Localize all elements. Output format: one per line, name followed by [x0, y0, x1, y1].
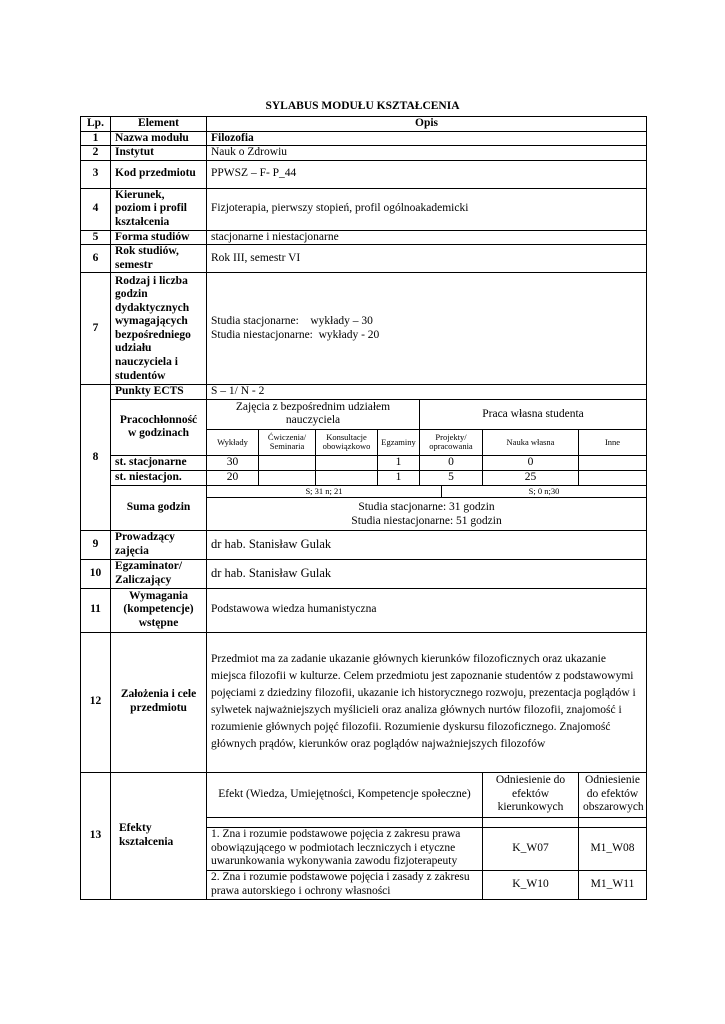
- hours-stationary: Studia stacjonarne: wykłady – 30: [211, 315, 373, 328]
- row-label: Kod przedmiotu: [111, 160, 207, 188]
- row-number: 9: [81, 530, 111, 559]
- row-8-sum: [81, 485, 647, 530]
- row-8-group-header: [81, 399, 647, 429]
- row-number: 8: [81, 385, 111, 530]
- row-10: [81, 559, 647, 588]
- effect-area: M1_W08: [579, 827, 647, 870]
- sum-nonstationary: Studia niestacjonarne: 51 godzin: [351, 515, 502, 527]
- row-1: [81, 131, 647, 146]
- row-number: 11: [81, 588, 111, 632]
- stationary-exercises: [259, 455, 316, 470]
- nonstationary-self-study: 25: [483, 470, 579, 485]
- row-number: 12: [81, 632, 111, 772]
- self-study-header: Praca własna studenta: [420, 399, 647, 429]
- row-4: [81, 188, 647, 230]
- effect-text: 1. Zna i rozumie podstawowe pojęcia z zakresu prawa obowiązującego w podmiotach leczniczych i etyczne uwarunkowania wykonywania zawodu fizjoterapeuty: [207, 827, 483, 870]
- examiner-value: dr hab. Stanisław Gulak: [207, 559, 647, 588]
- row-label: Rodzaj i liczba godzin dydaktycznych wymagających bezpośredniego udziału nauczyciela i studentów: [111, 273, 207, 385]
- row-label: Wymagania (kompetencje) wstępne: [111, 588, 207, 632]
- row-6: [81, 245, 647, 273]
- course-goals-value: Przedmiot ma za zadanie ukazanie głównych kierunków filozoficznych oraz ukazanie miejsca filozofii w kulturze. Celem przedmiotu jest zapoznanie studentów z podstawowymi pojęciami z dziedziny filozofii, ukazanie ich historycznego rozwoju, prezentacja poglądów i sylwetek najważniejszych myślicieli oraz analiza głównych nurtów filozofii, znajomość i rozumienie głównych pojęć filozofii. Rozumienie dyskursu filozoficznego. Znajomość głównych prądów, kierunków oraz poglądów najważniejszych filozofów: [207, 632, 647, 772]
- sum-label: Suma godzin: [111, 485, 207, 530]
- row-8-stationary: [81, 455, 647, 470]
- nonstationary-exams: 1: [378, 470, 420, 485]
- nonstationary-label: st. niestacjon.: [111, 470, 207, 485]
- ects-label: Punkty ECTS: [111, 385, 207, 400]
- row-number: 6: [81, 245, 111, 273]
- ects-value: S – 1/ N - 2: [207, 385, 647, 400]
- sum-self: S; 0 n;30: [528, 486, 560, 497]
- row-8-ects: [81, 385, 647, 400]
- row-label: Efekty kształcenia: [111, 772, 207, 899]
- col-other: Inne: [579, 429, 647, 455]
- row-label: Rok studiów, semestr: [111, 245, 207, 273]
- col-exams: Egzaminy: [378, 429, 420, 455]
- nonstationary-exercises: [259, 470, 316, 485]
- row-number: 1: [81, 131, 111, 146]
- row-label: Forma studiów: [111, 230, 207, 245]
- prerequisites-value: Podstawowa wiedza humanistyczna: [207, 588, 647, 632]
- row-label: Nazwa modułu: [111, 131, 207, 146]
- row-number: 5: [81, 230, 111, 245]
- effect-column-header: Efekt (Wiedza, Umiejętności, Kompetencje społeczne): [207, 772, 483, 817]
- row-2: [81, 146, 647, 161]
- row-13-header: [81, 772, 647, 817]
- stationary-self-study: 0: [483, 455, 579, 470]
- row-8-nonstationary: [81, 470, 647, 485]
- course-code-value: PPWSZ – F- P_44: [207, 160, 647, 188]
- stationary-lectures: 30: [207, 455, 259, 470]
- effect-directional: K_W07: [483, 827, 579, 870]
- module-name: Filozofia: [207, 131, 647, 146]
- sum-hours: [207, 485, 647, 530]
- col-projects: Projekty/ opracowania: [420, 429, 483, 455]
- stationary-consultations: [316, 455, 378, 470]
- year-semester-value: Rok III, semestr VI: [207, 245, 647, 273]
- stationary-projects: 0: [420, 455, 483, 470]
- col-exercises: Ćwiczenia/ Seminaria: [259, 429, 316, 455]
- row-number: 10: [81, 559, 111, 588]
- row-label: Prowadzący zajęcia: [111, 530, 207, 559]
- workload-label: Pracochłonność w godzinach: [111, 399, 207, 455]
- study-form-value: stacjonarne i niestacjonarne: [207, 230, 647, 245]
- header-opis: Opis: [207, 117, 647, 132]
- row-label: Założenia i cele przedmiotu: [111, 632, 207, 772]
- stationary-label: st. stacjonarne: [111, 455, 207, 470]
- contact-hours-header: Zajęcia z bezpośrednim udziałem nauczyciela: [207, 399, 420, 429]
- header-lp: Lp.: [81, 117, 111, 132]
- nonstationary-other: [579, 470, 647, 485]
- row-11: [81, 588, 647, 632]
- header-row: [81, 117, 647, 132]
- stationary-exams: 1: [378, 455, 420, 470]
- nonstationary-consultations: [316, 470, 378, 485]
- row-9: [81, 530, 647, 559]
- row-label: Egzaminator/ Zaliczający: [111, 559, 207, 588]
- row-label: Instytut: [111, 146, 207, 161]
- col-consultations: Konsultacje obowiązkowo: [316, 429, 378, 455]
- sum-stationary: Studia stacjonarne: 31 godzin: [358, 501, 495, 514]
- sum-contact: S; 31 n; 21: [207, 486, 442, 497]
- row-3: [81, 160, 647, 188]
- effect-area: M1_W11: [579, 870, 647, 899]
- row-12: [81, 632, 647, 772]
- row-number: 7: [81, 273, 111, 385]
- teaching-hours-value: [207, 273, 647, 385]
- field-of-study-value: Fizjoterapia, pierwszy stopień, profil ogólnoakademicki: [207, 188, 647, 230]
- stationary-other: [579, 455, 647, 470]
- row-number: 13: [81, 772, 111, 899]
- nonstationary-lectures: 20: [207, 470, 259, 485]
- col-self-study: Nauka własna: [483, 429, 579, 455]
- row-5: [81, 230, 647, 245]
- directional-reference-header: Odniesienie do efektów kierunkowych: [483, 772, 579, 817]
- document-title: SYLABUS MODUŁU KSZTAŁCENIA: [265, 100, 460, 112]
- area-reference-header: Odniesienie do efektów obszarowych: [579, 772, 647, 817]
- syllabus-table: [80, 116, 647, 900]
- institute-value: Nauk o Zdrowiu: [207, 146, 647, 161]
- row-number: 3: [81, 160, 111, 188]
- sum-split: [207, 486, 646, 498]
- effect-directional: K_W10: [483, 870, 579, 899]
- row-7: [81, 273, 647, 385]
- row-number: 2: [81, 146, 111, 161]
- lecturer-value: dr hab. Stanisław Gulak: [207, 530, 647, 559]
- hours-nonstationary: Studia niestacjonarne: wykłady - 20: [211, 328, 380, 341]
- effect-text: 2. Zna i rozumie podstawowe pojęcia i zasady z zakresu prawa autorskiego i ochrony własności: [207, 870, 483, 899]
- row-label: Kierunek, poziom i profil kształcenia: [111, 188, 207, 230]
- header-element: Element: [111, 117, 207, 132]
- nonstationary-projects: 5: [420, 470, 483, 485]
- row-number: 4: [81, 188, 111, 230]
- col-lectures: Wykłady: [207, 429, 259, 455]
